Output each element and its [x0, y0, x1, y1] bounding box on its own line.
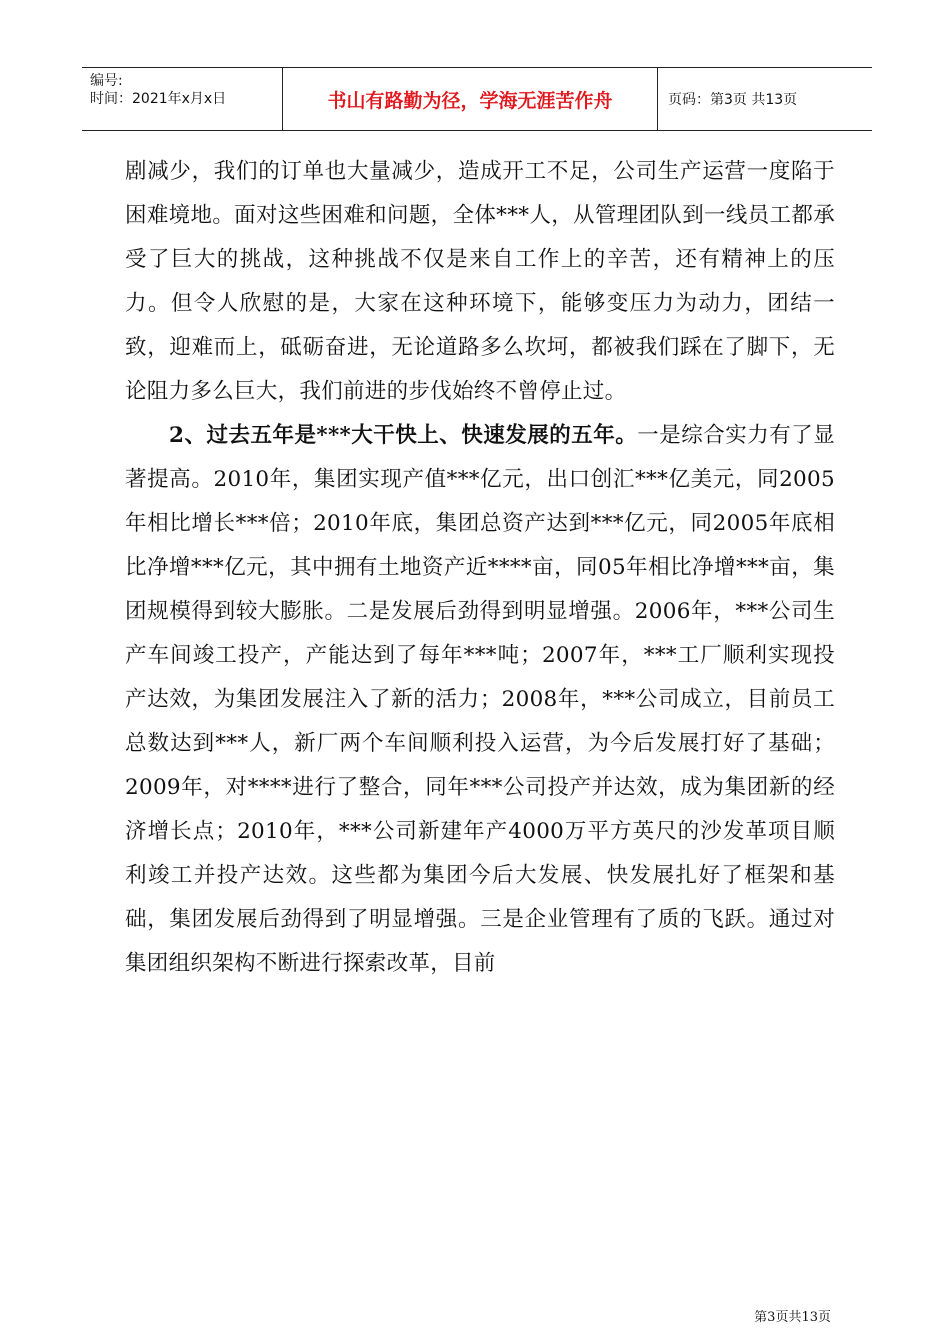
paragraph-1-text: 剧减少，我们的订单也大量减少，造成开工不足，公司生产运营一度陷于困难境地。面对这些困难和问题，全体***人，从管理团队到一线员工都承受了巨大的挑战，这种挑战不仅是来自工作上的辛苦，还有精神上的压力。但令人欣慰的是，大家在这种环境下，能够变压力为动力，团结一致，迎难而上，砥砺奋进，无论道路多么坎坷，都被我们踩在了脚下，无论阻力多么巨大，我们前进的步伐始终不曾停止过。 — [125, 159, 835, 404]
paragraph-2-heading: 2、过去五年是***大干快上、快速发展的五年。 — [169, 423, 638, 448]
document-number-label: 编号: — [90, 73, 123, 89]
document-body — [125, 150, 835, 986]
paragraph-2 — [125, 414, 835, 986]
page-header — [82, 67, 872, 131]
header-meta — [82, 68, 283, 130]
paragraph-1 — [125, 150, 835, 414]
header-page-info: 页码：第3页 共13页 — [668, 92, 798, 108]
paragraph-2-text: 一是综合实力有了显著提高。2010年，集团实现产值***亿元，出口创汇***亿美元，同2005年相比增长***倍；2010年底，集团总资产达到***亿元，同2005年底相比净增***亿元，其中拥有土地资产近****亩，同05年相比净增***亩，集团规模得到较大膨胀。二是发展后劲得到明显增强。2006年，***公司生产车间竣工投产，产能达到了每年***吨；2007年，***工厂顺利实现投产达效，为集团发展注入了新的活力；2008年，***公司成立，目前员工总数达到***人，新厂两个车间顺利投入运营，为今后发展打好了基础；2009年，对****进行了整合，同年***公司投产并达效，成为集团新的经济增长点；2010年，***公司新建年产4000万平方英尺的沙发革项目顺利竣工并投产达效。这些都为集团今后大发展、快发展扎好了框架和基础，集团发展后劲得到了明显增强。三是企业管理有了质的飞跃。通过对集团组织架构不断进行探索改革，目前 — [125, 423, 836, 976]
document-time-label: 时间：2021年x月x日 — [90, 91, 227, 107]
header-motto: 书山有路勤为径，学海无涯苦作舟 — [283, 68, 658, 130]
page-footer: 第3页共13页 — [754, 1310, 831, 1325]
